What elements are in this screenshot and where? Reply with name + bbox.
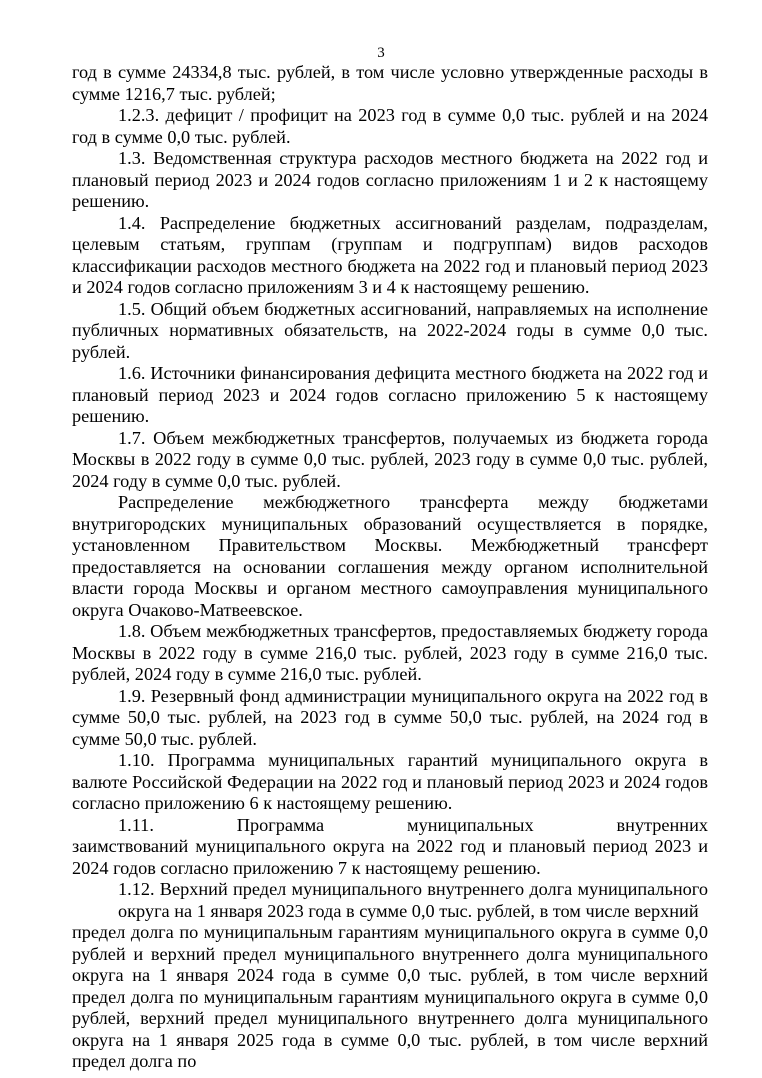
paragraph-1-5: 1.5. Общий объем бюджетных ассигнований, направляемых на исполнение публичных нормативных обязательств, на 2022-2024 годы в сумме 0,0 тыс. рублей. bbox=[72, 298, 708, 362]
paragraph-1-11: 1.11. Программа муниципальных внутренних заимствований муниципального округа на 2022 год и плановый период 2023 и 2024 годов согласно приложению 7 к настоящему решению. bbox=[72, 814, 754, 878]
paragraph-budget-expenses-cont: год в сумме 24334,8 тыс. рублей, в том числе условно утвержденные расходы в сумме 1216,7 тыс. рублей; bbox=[72, 62, 708, 104]
paragraph-1-12-start: 1.12. Верхний предел муниципального внутреннего долга муниципального округа на 1 января 2023 года в сумме 0,0 тыс. рублей, в том числе верхний bbox=[118, 879, 708, 921]
paragraph-1-7: 1.7. Объем межбюджетных трансфертов, получаемых из бюджета города Москвы в 2022 году в сумме 0,0 тыс. рублей, 2023 году в сумме 0,0 тыс. рублей, 2024 году в сумме 0,0 тыс. рублей. bbox=[72, 427, 708, 491]
paragraph-1-2-3: 1.2.3. дефицит / профицит на 2023 год в сумме 0,0 тыс. рублей и на 2024 год в сумме 0,0 тыс. рублей. bbox=[72, 105, 708, 147]
page-number: 3 bbox=[377, 45, 385, 61]
paragraph-1-3: 1.3. Ведомственная структура расходов местного бюджета на 2022 год и плановый период 2023 и 2024 годов согласно приложениям 1 и 2 к настоящему решению. bbox=[72, 148, 708, 211]
paragraph-1-6: 1.6. Источники финансирования дефицита местного бюджета на 2022 год и плановый период 2023 и 2024 годов согласно приложению 5 к настоящему решению. bbox=[72, 363, 708, 426]
paragraph-1-12-cont: предел долга по муниципальным гарантиям муниципального округа в сумме 0,0 рублей и верхний предел муниципального внутреннего долга муниципального округа на 1 января 2024 года в сумме 0,0 тыс. рублей, в том числе верхний предел долга по муниципальным гарантиям муниципального округа в сумме 0,0 рублей, верхний предел муниципального внутреннего долга муниципального округа на 1 января 2025 года в сумме 0,0 тыс. рублей, в том числе верхний предел долга по bbox=[72, 922, 708, 1071]
paragraph-1-9: 1.9. Резервный фонд администрации муниципального округа на 2022 год в сумме 50,0 тыс. рублей, на 2023 год в сумме 50,0 тыс. рублей, на 2024 год в сумме 50,0 тыс. рублей. bbox=[72, 685, 708, 749]
paragraph-1-4: 1.4. Распределение бюджетных ассигнований разделам, подразделам, целевым статьям, группам (группам и подгруппам) видов расходов классификации расходов местного бюджета на 2022 год и плановый период 2023 и 2024 годов согласно приложениям 3 и 4 к настоящему решению. bbox=[72, 212, 708, 297]
paragraph-1-8: 1.8. Объем межбюджетных трансфертов, предоставляемых бюджету города Москвы в 2022 году в сумме 216,0 тыс. рублей, 2023 году в сумме 216,0 тыс. рублей, 2024 году в сумме 216,0 тыс. рублей. bbox=[72, 621, 708, 684]
paragraph-1-10: 1.10. Программа муниципальных гарантий муниципального округа в валюте Российской Федерации на 2022 год и плановый период 2023 и 2024 годов согласно приложению 6 к настоящему решению. bbox=[72, 750, 708, 813]
document-body bbox=[72, 62, 754, 1073]
paragraph-transfer-distribution: Распределение межбюджетного трансферта между бюджетами внутригородских муниципальных образований осуществляется в порядке, установленном Правительством Москвы. Межбюджетный трансферт предоставляется на основании соглашения между органом исполнительной власти города Москвы и органом местного самоуправления муниципального округа Очаково-Матвеевское. bbox=[72, 492, 708, 620]
